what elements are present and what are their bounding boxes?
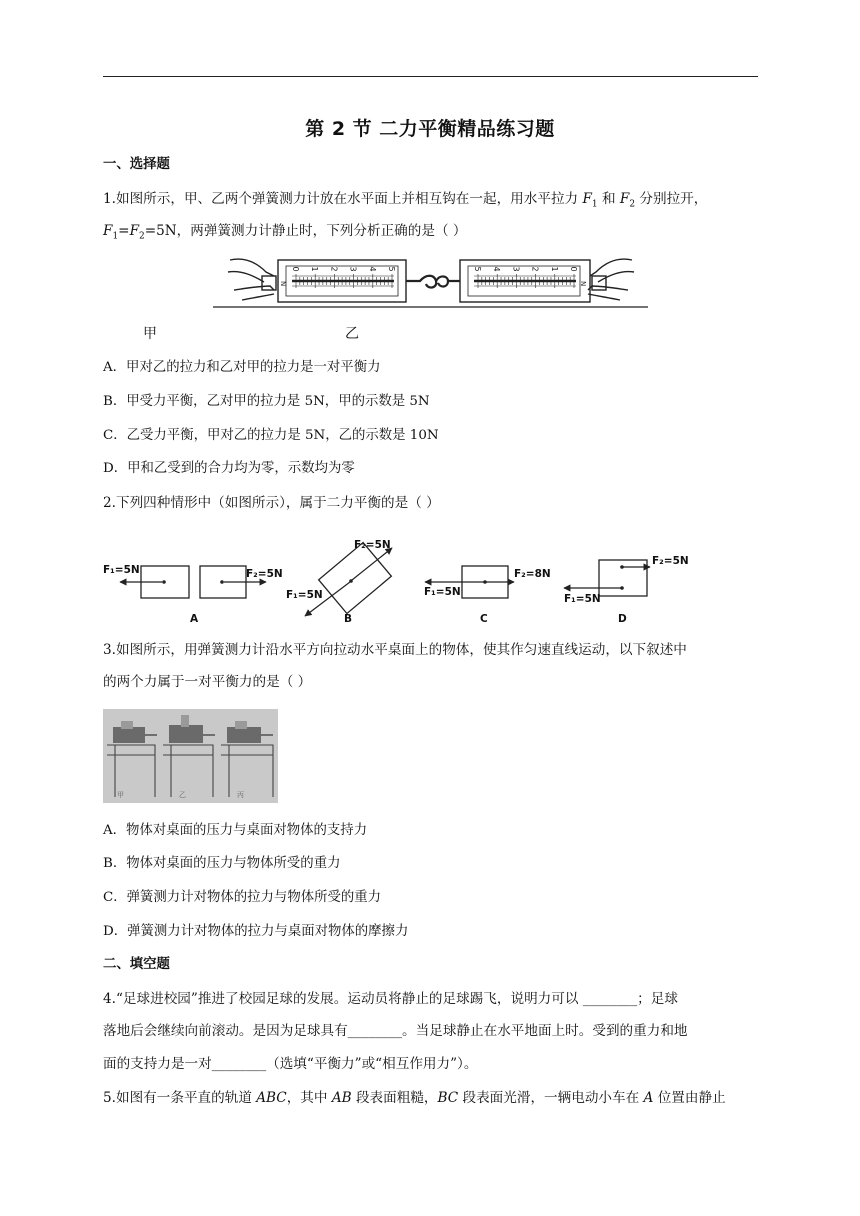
figB-f2-label: F₂=5N [354, 539, 391, 551]
q1-option-d: D．甲和乙受到的合力均为零，示数均为零 [103, 461, 355, 476]
figA-label: A [190, 613, 199, 625]
section-heading-choice: 一、选择题 [103, 157, 170, 172]
scale-number: 0 [569, 266, 578, 272]
scale-number: 2 [329, 266, 339, 272]
scale-number: 3 [511, 266, 521, 272]
figC-f2-label: F₂=8N [514, 568, 551, 580]
figC-label: C [480, 613, 488, 625]
q3-option-d: D．弹簧测力计对物体的拉力与桌面对物体的摩擦力 [103, 924, 409, 939]
question-4-line-2: 落地后会继续向前滚动。是因为足球具有________。当足球静止在水平地面上时。受到的重力和地 [103, 1023, 688, 1039]
figD-label: D [618, 613, 627, 625]
spring-scales-figure [208, 250, 654, 314]
label-yi: 乙 [345, 326, 359, 342]
question-2-text: 2.下列四种情形中（如图所示），属于二力平衡的是（ ） [103, 495, 440, 511]
question-1-line-1: 1.如图所示，甲、乙两个弹簧测力计放在水平面上并相互钩在一起，用水平拉力 $F_1$ 和 $F_2$ 分别拉开， [103, 191, 708, 210]
question-4-line-1: 4.“足球进校园”推进了校园足球的发展。运动员将静止的足球踢飞，说明力可以 ________；足球 [103, 991, 678, 1007]
question-1-line-2: $F_1=F_2=5N$，两弹簧测力计静止时，下列分析正确的是（ ） [103, 223, 467, 242]
scale-number: 1 [549, 266, 559, 272]
label-jia: 甲 [143, 326, 157, 342]
right-hand-icon [588, 259, 634, 300]
figD-box [599, 560, 647, 596]
question-3-line-1: 3.如图所示，用弹簧测力计沿水平方向拉动水平桌面上的物体，使其作匀速直线运动，以下叙述中 [103, 642, 687, 658]
scale-number: 5 [473, 266, 482, 272]
scale-number: 0 [291, 266, 300, 272]
figC-f1-label: F₁=5N [424, 586, 461, 598]
scale-number: 3 [348, 266, 358, 272]
figD-f2-label: F₂=5N [652, 555, 689, 567]
unit-label-left: N [279, 281, 287, 287]
q1-option-b: B．甲受力平衡，乙对甲的拉力是 5N，甲的示数是 5N [103, 394, 430, 409]
photo-label-jia: 甲 [117, 791, 124, 799]
question-5-line-1: 5.如图有一条平直的轨道 ABC，其中 AB 段表面粗糙，BC 段表面光滑，一辆电动小车在 A 位置由静止 [103, 1090, 726, 1106]
section-heading-fill: 二、填空题 [103, 957, 170, 972]
unit-label-right: N [579, 281, 587, 287]
q1-option-a: A．甲对乙的拉力和乙对甲的拉力是一对平衡力 [103, 360, 381, 375]
q3-option-a: A．物体对桌面的压力与桌面对物体的支持力 [103, 823, 368, 838]
photo-label-yi: 乙 [179, 791, 186, 799]
question-3-line-2: 的两个力属于一对平衡力的是（ ） [103, 674, 312, 690]
figD-f1-label: F₁=5N [564, 593, 601, 605]
scale-number: 2 [530, 266, 540, 272]
figB-label: B [344, 613, 353, 625]
left-hand-icon [228, 259, 274, 300]
hooks-icon [406, 276, 460, 288]
q3-option-c: C．弹簧测力计对物体的拉力与物体所受的重力 [103, 890, 382, 905]
figA-f1-label: F₁=5N [103, 564, 140, 576]
scale-number: 1 [310, 266, 320, 272]
scale-number: 4 [367, 266, 377, 272]
photo-label-bing: 丙 [237, 791, 244, 799]
scale-number: 5 [387, 266, 396, 272]
q1-option-c: C．乙受力平衡，甲对乙的拉力是 5N，乙的示数是 10N [103, 428, 439, 443]
scale-number: 4 [492, 266, 502, 272]
figB-f1-label: F₁=5N [286, 589, 323, 601]
question-4-line-3: 面的支持力是一对________（选填“平衡力”或“相互作用力”）。 [103, 1056, 478, 1072]
force-diagrams-figure [100, 534, 700, 626]
header-rule [103, 76, 758, 77]
page-title: 第 2 节 二力平衡精品练习题 [305, 118, 555, 140]
figA-f2-label: F₂=5N [246, 568, 283, 580]
q3-option-b: B．物体对桌面的压力与物体所受的重力 [103, 856, 341, 871]
table-photo-figure [103, 709, 278, 803]
